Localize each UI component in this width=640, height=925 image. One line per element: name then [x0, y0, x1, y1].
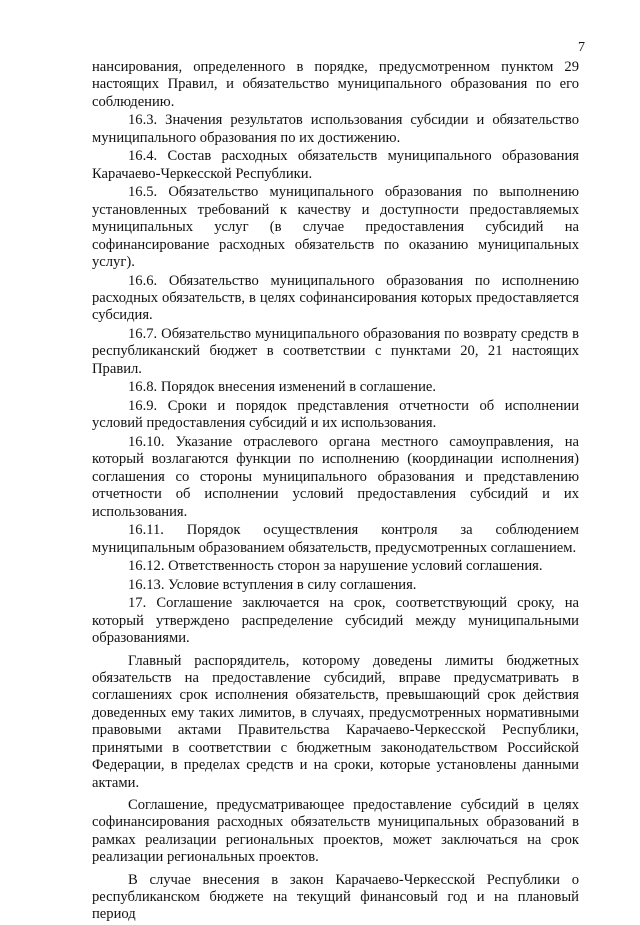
paragraph-16-13: 16.13. Условие вступления в силу соглашения. [128, 576, 417, 593]
paragraph-16-3: 16.3. Значения результатов использования субсидии и обязательство муниципального образования по их достижению. [92, 112, 579, 146]
paragraph-16-11: 16.11. Порядок осуществления контроля за соблюдением муниципальным образованием обязательств, предусмотренных соглашением. [92, 522, 579, 556]
paragraph-16-10: 16.10. Указание отраслевого органа местного самоуправления, на который возлагаются функции по исполнению (координации исполнения) соглашения со стороны муниципального образования и представлению отчетности об исполнении условий предоставления субсидий и их использования. [92, 434, 579, 520]
paragraph-main-administrator: Главный распорядитель, которому доведены лимиты бюджетных обязательств на предоставление субсидий, вправе предусматривать в соглашениях срок исполнения обязательств, превышающий срок действия доведенных ему таких лимитов, в случаях, предусмотренных нормативными правовыми актами Правительства Карачаево-Черкесской Республики, принятыми в соответствии с бюджетным законодательством Российской Федерации, в пределах средств и на сроки, которые установлены данными актами. [92, 652, 579, 791]
paragraph-16-4: 16.4. Состав расходных обязательств муниципального образования Карачаево-Черкесской Республики. [92, 148, 579, 182]
paragraph-16-6: 16.6. Обязательство муниципального образования по исполнению расходных обязательств, в целях софинансирования которых предоставляется субсидия. [92, 272, 579, 324]
paragraph-continuation: нансирования, определенного в порядке, предусмотренном пунктом 29 настоящих Правил, и обязательство муниципального образования по его соблюдению. [92, 59, 579, 110]
paragraph-17: 17. Соглашение заключается на срок, соответствующий сроку, на который утверждено распределение субсидий между муниципальными образованиями. [92, 595, 579, 647]
paragraph-regional-projects: Соглашение, предусматривающее предоставление субсидий в целях софинансирования расходных обязательств муниципальных образований в рамках реализации региональных проектов, может заключаться на срок реализации региональных проектов. [92, 796, 579, 866]
paragraph-budget-law-changes: В случае внесения в закон Карачаево-Черкесской Республики о республиканском бюджете на текущий финансовый год и на плановый период [92, 871, 579, 923]
paragraph-16-9: 16.9. Сроки и порядок представления отчетности об исполнении условий предоставления субсидий и их использования. [92, 398, 579, 432]
paragraph-16-12: 16.12. Ответственность сторон за нарушение условий соглашения. [128, 558, 543, 575]
paragraph-16-8: 16.8. Порядок внесения изменений в соглашение. [128, 379, 437, 396]
document-body [92, 59, 579, 925]
paragraph-16-7: 16.7. Обязательство муниципального образования по возврату средств в республиканский бюджет в соответствии с пунктами 20, 21 настоящих Правил. [92, 326, 579, 377]
page-number: 7 [578, 40, 585, 55]
paragraph-16-5: 16.5. Обязательство муниципального образования по выполнению установленных требований к качеству и доступности предоставляемых муниципальных услуг (в случае предоставления субсидий на софинансирование расходных обязательств по оказанию муниципальных услуг). [92, 184, 579, 271]
